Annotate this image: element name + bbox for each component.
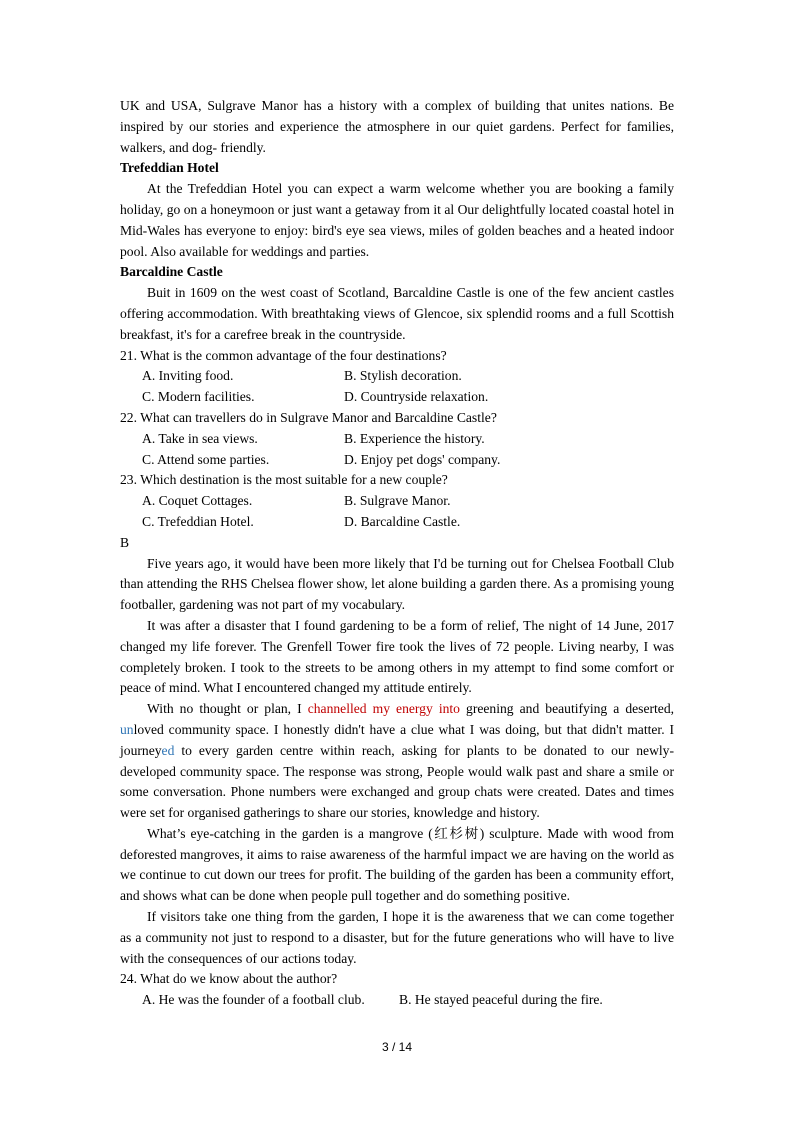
section-b-heading: B bbox=[120, 534, 130, 550]
passage-b-paragraph-2: It was after a disaster that I found gardening to be a form of relief, The night of 14 June, 2017 changed my life forever. The Grenfell Tower fire took the lives of 72 people. Living nearby, I was completely broken. I took to the streets to be among others in my attempt to find some comfort or peace of mind. What I encountered changed my attitude entirely. bbox=[120, 617, 674, 696]
question-22-option-a: A. Take in sea views. bbox=[142, 430, 258, 446]
question-23-options-row-2 bbox=[120, 512, 674, 533]
barcaldine-paragraph: Buit in 1609 on the west coast of Scotland, Barcaldine Castle is one of the few ancient castles offering accommodation. With breathtaking views of Glencoe, six splendid rooms and a full Scottish breakfast, it's for a carefree break in the countryside. bbox=[120, 285, 674, 342]
question-23-option-d: D. Barcaldine Castle. bbox=[344, 513, 461, 529]
trefeddian-paragraph: At the Trefeddian Hotel you can expect a warm welcome whether you are booking a family holiday, go on a honeymoon or just want a getaway from it al Our delightfully located coastal hotel in Mid-Wales has everyone to enjoy: bird's eye sea views, miles of golden beaches and a heated indoor pool. Also available for weddings and parties. bbox=[120, 181, 674, 259]
question-24-options-row-1 bbox=[120, 990, 674, 1011]
document-page bbox=[120, 96, 674, 1011]
question-22-option-d: D. Enjoy pet dogs' company. bbox=[344, 451, 501, 467]
question-22-option-b: B. Experience the history. bbox=[344, 430, 485, 446]
question-24-option-b: B. He stayed peaceful during the fire. bbox=[399, 992, 603, 1008]
question-21-option-d: D. Countryside relaxation. bbox=[344, 389, 489, 405]
question-24-stem: 24. What do we know about the author? bbox=[120, 971, 338, 987]
question-22-options-row-1 bbox=[120, 429, 674, 450]
paragraph-3-text-b: greening and beautifying a deserted, bbox=[459, 701, 675, 717]
paragraph-3-text-d: to every garden centre within reach, asking for plants to be donated to our newly-developed community space. The response was strong, People would walk past and share a smile or some conversation. Phone numbers were exchanged and group chats were created. Dates and times were set for organised gatherings to share our stories, knowledge and history. bbox=[120, 742, 674, 821]
trefeddian-heading: Trefeddian Hotel bbox=[120, 160, 219, 176]
question-21-options-row-2 bbox=[120, 387, 674, 408]
page-number: 3 / 14 bbox=[381, 1040, 413, 1054]
paragraph-3-text-c: loved community space. I honestly didn't have a clue what I was doing, but that didn't matter. I journey bbox=[120, 721, 674, 758]
highlighted-prefix-blue: un bbox=[120, 721, 134, 737]
question-21-option-b: B. Stylish decoration. bbox=[344, 368, 462, 384]
question-24-option-a: A. He was the founder of a football club. bbox=[142, 992, 365, 1008]
question-22-stem: 22. What can travellers do in Sulgrave Manor and Barcaldine Castle? bbox=[120, 409, 497, 425]
question-22-option-c: C. Attend some parties. bbox=[142, 451, 270, 467]
paragraph-3-text-a: With no thought or plan, I bbox=[147, 701, 308, 717]
question-23-option-a: A. Coquet Cottages. bbox=[142, 493, 253, 509]
question-21-stem: 21. What is the common advantage of the four destinations? bbox=[120, 347, 447, 363]
barcaldine-heading: Barcaldine Castle bbox=[120, 264, 223, 280]
passage-b-paragraph-1: Five years ago, it would have been more likely that I'd be turning out for Chelsea Football Club than attending the RHS Chelsea flower show, let alone building a garden there. As a promising young footballer, gardening was not part of my vocabulary. bbox=[120, 555, 674, 613]
highlighted-phrase-red: channelled my energy into bbox=[307, 701, 460, 717]
question-23-option-b: B. Sulgrave Manor. bbox=[344, 493, 451, 509]
passage-b-paragraph-5: If visitors take one thing from the garden, I hope it is the awareness that we can come together as a community not just to respond to a disaster, but for the future generations who will have to live with the consequences of our actions today. bbox=[120, 909, 674, 966]
passage-b-paragraph-4: What’s eye-catching in the garden is a mangrove (红杉树) sculpture. Made with wood from deforested mangroves, it aims to raise awareness of the harmful impact we are having on the world as we continue to cut down our trees for profit. The building of the garden has been a community effort, and shows what can be done when people pull together and do something positive. bbox=[120, 825, 674, 904]
question-21-options-row-1 bbox=[120, 366, 674, 387]
question-23-stem: 23. Which destination is the most suitable for a new couple? bbox=[120, 472, 448, 488]
highlighted-suffix-blue: ed bbox=[161, 742, 175, 758]
question-23-option-c: C. Trefeddian Hotel. bbox=[142, 513, 254, 529]
passage-b-paragraph-3 bbox=[120, 699, 674, 824]
question-22-options-row-2 bbox=[120, 450, 674, 471]
question-21-option-a: A. Inviting food. bbox=[142, 368, 234, 384]
question-21-option-c: C. Modern facilities. bbox=[142, 389, 255, 405]
sulgrave-paragraph-tail: UK and USA, Sulgrave Manor has a history with a complex of building that unites nations. Be inspired by our stories and experience the atmosphere in our quiet gardens. Perfect for families, walkers, and dog- friendly. bbox=[120, 98, 674, 155]
question-23-options-row-1 bbox=[120, 491, 674, 512]
